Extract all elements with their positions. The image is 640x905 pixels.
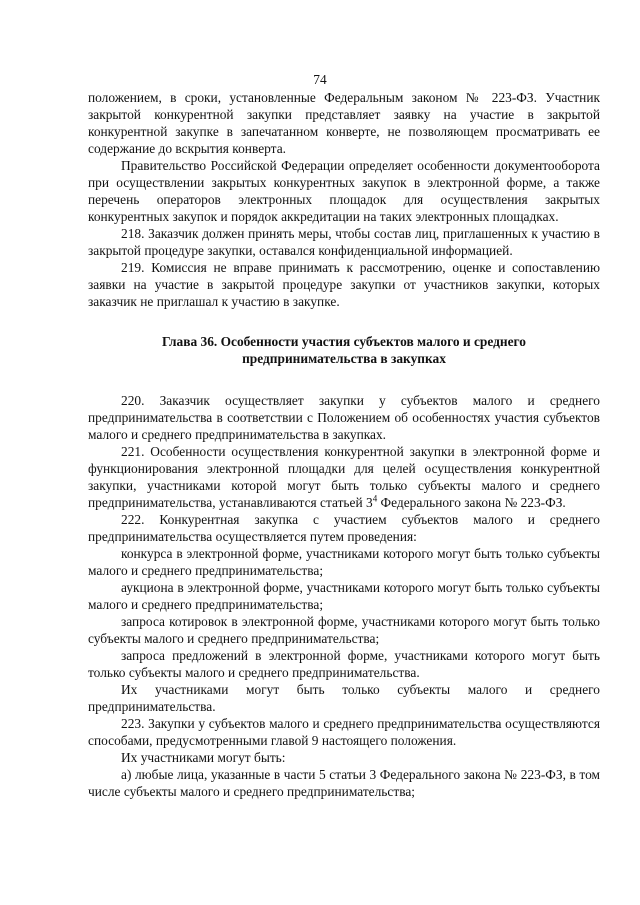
list-item-proposal-request: запроса предложений в электронной форме, участниками которого могут быть только субъекты малого и среднего предпринимательства. <box>88 648 600 680</box>
superscript-article-number: 4 <box>372 493 378 504</box>
list-item-auction: аукциона в электронной форме, участниками которого могут быть только субъекты малого и среднего предпринимательства; <box>88 580 600 612</box>
paragraph-participants: Их участниками могут быть только субъекты малого и среднего предпринимательства. <box>88 682 600 714</box>
document-body <box>88 89 600 800</box>
paragraph-222: 222. Конкурентная закупка с участием субъектов малого и среднего предпринимательства осуществляется путем проведения: <box>88 512 600 544</box>
list-item-contest: конкурса в электронной форме, участниками которого могут быть только субъекты малого и среднего предпринимательства; <box>88 546 600 578</box>
paragraph-219: 219. Комиссия не вправе принимать к рассмотрению, оценке и сопоставлению заявки на участие в закрытой процедуре закупки от участников закупки, которых заказчик не приглашал к участию в закупке. <box>88 260 600 309</box>
list-item-a: а) любые лица, указанные в части 5 статьи 3 Федерального закона № 223-ФЗ, в том числе субъекты малого и среднего предпринимательства; <box>88 767 600 799</box>
paragraph-220: 220. Заказчик осуществляет закупки у субъектов малого и среднего предпринимательства в соответствии с Положением об особенностях участия субъектов малого и среднего предпринимательства в закупках. <box>88 393 600 442</box>
paragraph-continuation: положением, в сроки, установленные Федеральным законом № 223-ФЗ. Участник закрытой конкурентной закупки представляет заявку на участие в закрытой конкурентной закупке в запечатанном конверте, не позволяющем просматривать ее содержание до вскрытия конверта. <box>88 90 600 156</box>
chapter-heading: Глава 36. Особенности участия субъектов малого и среднего предпринимательства в закупках <box>162 334 526 366</box>
paragraph-221-text: 221. Особенности осуществления конкурентной закупки в электронной форме и функционирования электронной площадки для целей осуществления конкурентной закупки, участниками которой могут быть только субъекты малого и среднего предпринимательства, устанавливаются статьей 3 <box>88 444 600 510</box>
paragraph-221-tail: Федерального закона № 223-ФЗ. <box>377 495 566 510</box>
paragraph-participants-may-be: Их участниками могут быть: <box>121 750 286 765</box>
paragraph-223: 223. Закупки у субъектов малого и среднего предпринимательства осуществляются способами, предусмотренными главой 9 настоящего положения. <box>88 716 600 748</box>
page-number: 74 <box>313 72 327 87</box>
paragraph-218: 218. Заказчик должен принять меры, чтобы состав лиц, приглашенных к участию в закрытой процедуре закупки, оставался конфиденциальной информацией. <box>88 226 600 258</box>
paragraph-221 <box>88 443 600 511</box>
paragraph-government-rules: Правительство Российской Федерации определяет особенности документооборота при осуществлении закрытых конкурентных закупок в электронной форме, а также перечень операторов электронных площадок для осуществления закрытых конкурентных закупок и порядок аккредитации на таких электронных площадках. <box>88 158 600 224</box>
list-item-quotation-request: запроса котировок в электронной форме, участниками которого могут быть только субъекты малого и среднего предпринимательства; <box>88 614 600 646</box>
